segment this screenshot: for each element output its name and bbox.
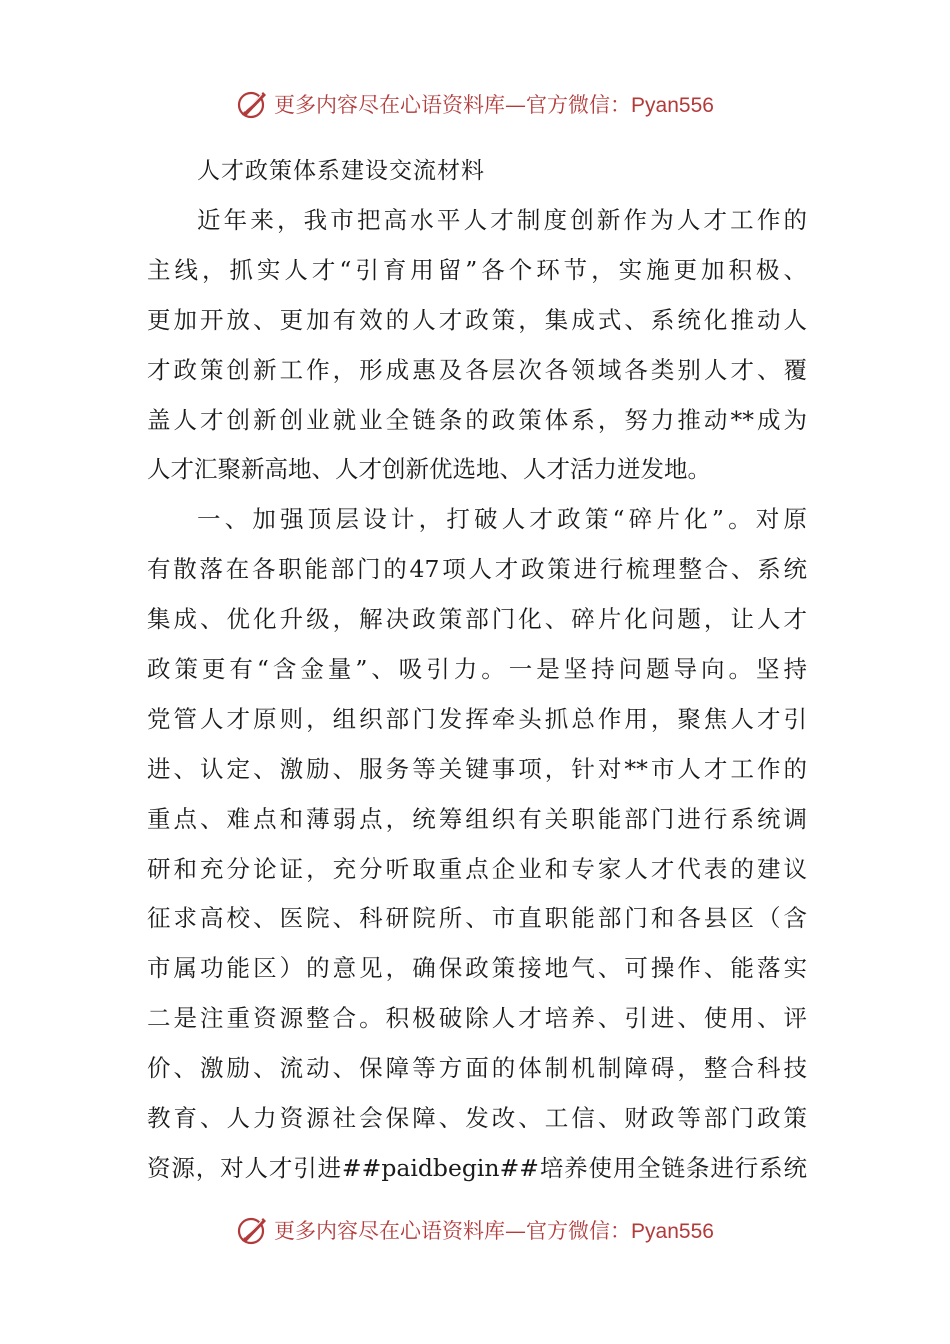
- document-title: 人才政策体系建设交流材料: [197, 158, 485, 184]
- text-line: 才政策创新工作，形成惠及各层次各领域各类别人才、覆: [147, 355, 807, 384]
- text-line: 教育、人力资源社会保障、发改、工信、财政等部门政策: [147, 1104, 807, 1133]
- text-line: 重点、难点和薄弱点，统筹组织有关职能部门进行系统调: [147, 804, 807, 833]
- text-line: 党管人才原则，组织部门发挥牵头抓总作用，聚焦人才引: [147, 704, 807, 733]
- text-line: 政策更有“含金量”、吸引力。一是坚持问题导向。坚持: [147, 655, 807, 684]
- quill-logo-icon: [236, 1213, 270, 1247]
- text-line: 研和充分论证，充分听取重点企业和专家人才代表的建议: [147, 854, 807, 883]
- document-body: [147, 146, 807, 1194]
- text-line: 二是注重资源整合。积极破除人才培养、引进、使用、评: [147, 1004, 807, 1033]
- text-line: 征求高校、医院、科研院所、市直职能部门和各县区（含: [147, 904, 807, 933]
- watermark-wechat-id: Pyan556: [631, 1220, 714, 1243]
- header-watermark-banner: [0, 82, 950, 126]
- footer-watermark-banner: [0, 1208, 950, 1252]
- watermark-text: [274, 89, 714, 119]
- text-line: 一、加强顶层设计，打破人才政策“碎片化”。对原: [197, 505, 807, 534]
- text-line: 有散落在各职能部门的47项人才政策进行梳理整合、系统: [147, 555, 807, 584]
- watermark-label: 更多内容尽在心语资料库—官方微信：: [274, 1219, 632, 1243]
- watermark-label: 更多内容尽在心语资料库—官方微信：: [274, 93, 632, 117]
- document-paragraphs: [147, 196, 807, 1194]
- text-line: 近年来，我市把高水平人才制度创新作为人才工作的: [197, 206, 807, 234]
- watermark-text: [274, 1215, 714, 1245]
- text-line: 人才汇聚新高地、人才创新优选地、人才活力迸发地。: [147, 455, 711, 484]
- quill-logo-icon: [236, 87, 270, 121]
- text-line: 价、激励、流动、保障等方面的体制机制障碍，整合科技: [147, 1054, 807, 1083]
- text-line: 市属功能区）的意见，确保政策接地气、可操作、能落实: [147, 954, 807, 983]
- text-line: 资源，对人才引进##paidbegin##培养使用全链条进行系统: [147, 1153, 807, 1182]
- text-line: 盖人才创新创业就业全链条的政策体系，努力推动**成为: [147, 405, 807, 434]
- text-line: 更加开放、更加有效的人才政策，集成式、系统化推动人: [147, 305, 807, 334]
- text-line: 进、认定、激励、服务等关键事项，针对**市人才工作的: [147, 754, 807, 783]
- text-line: 主线，抓实人才“引育用留”各个环节，实施更加积极、: [147, 255, 807, 284]
- text-line: 集成、优化升级，解决政策部门化、碎片化问题，让人才: [147, 605, 807, 634]
- watermark-wechat-id: Pyan556: [631, 94, 714, 117]
